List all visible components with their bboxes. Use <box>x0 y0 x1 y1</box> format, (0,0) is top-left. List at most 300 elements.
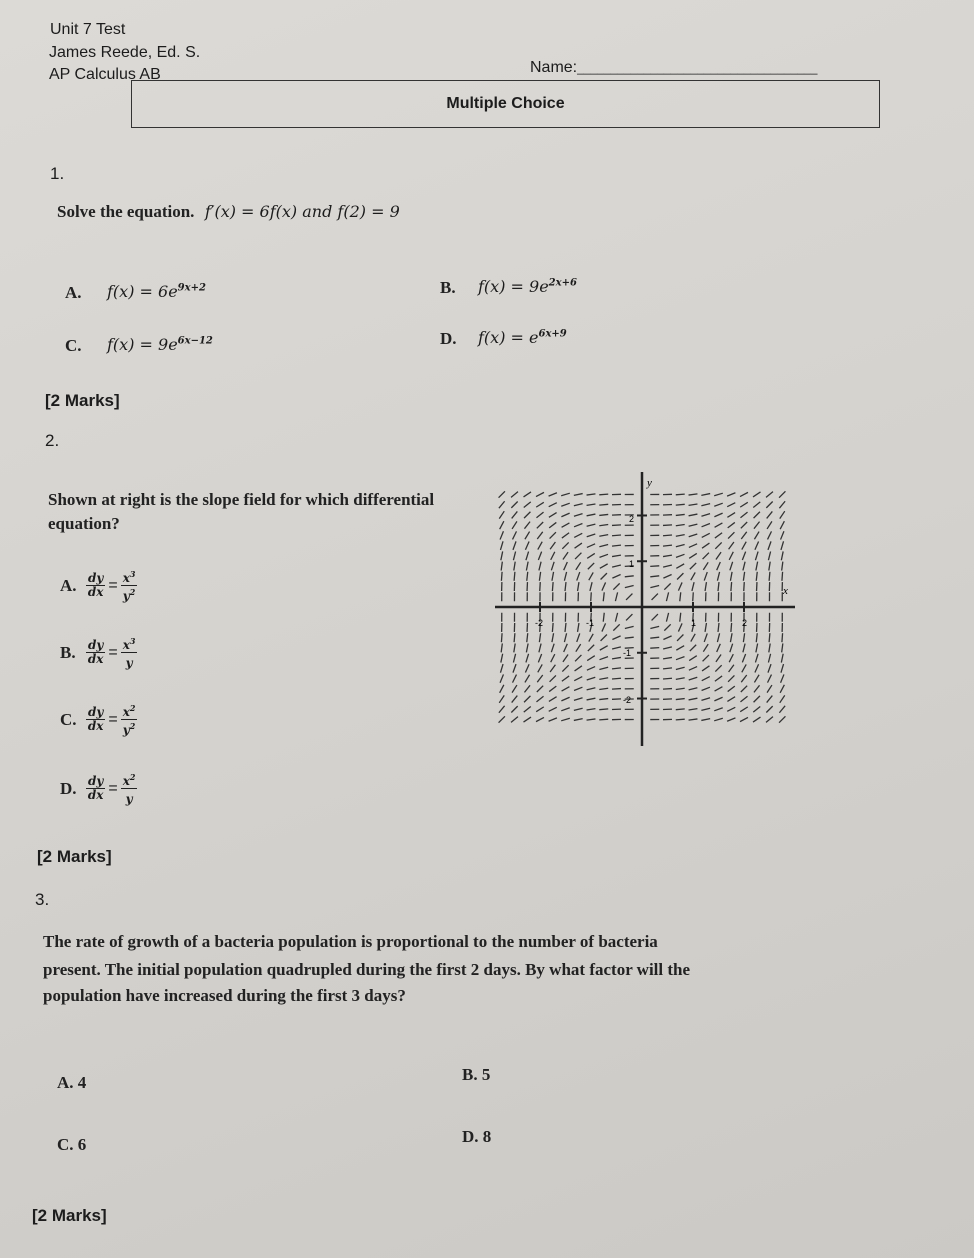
slope-segment <box>578 623 579 632</box>
slope-segment <box>727 707 735 711</box>
slope-segment <box>552 572 554 581</box>
slope-segment <box>676 709 685 710</box>
slope-segment <box>676 525 685 526</box>
slope-segment <box>728 522 735 527</box>
slope-segment <box>701 698 710 701</box>
slope-segment <box>779 491 785 497</box>
slope-segment <box>755 552 758 561</box>
rhs-fraction: $\frac{x^3}{y}$ <box>122 636 136 670</box>
option-value: 4 <box>77 1073 87 1092</box>
slope-segment <box>564 572 566 581</box>
slope-segment <box>693 592 694 601</box>
q3-option-d[interactable] <box>462 1127 491 1147</box>
option-formula: $f(x) = 9e^{6x-12}$ <box>107 335 213 354</box>
slope-segment <box>676 514 685 515</box>
slope-segment <box>540 582 541 591</box>
test-title: Unit 7 Test <box>50 21 126 38</box>
slope-segment <box>663 555 672 556</box>
slope-segment <box>676 554 684 557</box>
slope-segment <box>754 675 759 683</box>
slope-segment <box>499 491 505 497</box>
slope-segment <box>587 677 596 680</box>
slope-segment <box>677 573 683 579</box>
slope-field-graph <box>495 470 805 750</box>
dy-dx-fraction: $\frac{dy}{dx}$ <box>87 705 104 733</box>
slope-segment <box>511 502 517 508</box>
question-3-marks: [2 Marks] <box>32 1206 107 1225</box>
slope-segment <box>768 551 770 560</box>
slope-segment <box>613 624 619 630</box>
slope-segment <box>537 522 543 528</box>
name-label: Name: <box>530 59 578 76</box>
slope-segment <box>524 512 530 518</box>
question-1-marks: [2 Marks] <box>45 391 120 410</box>
slope-segment <box>587 709 596 710</box>
slope-segment <box>574 698 583 701</box>
x-tick-label: -2 <box>535 618 544 628</box>
slope-segment <box>731 582 732 591</box>
slope-segment <box>663 647 672 649</box>
teacher-name: James Reede, Ed. S. <box>49 44 201 61</box>
name-field[interactable] <box>530 59 817 77</box>
slope-segment <box>663 689 672 690</box>
slope-segment <box>612 535 621 536</box>
slope-segment <box>689 534 698 537</box>
slope-segment <box>715 676 722 681</box>
slope-segment <box>601 573 607 579</box>
slope-segment <box>689 709 698 710</box>
slope-segment <box>512 685 517 693</box>
slope-segment <box>599 688 608 689</box>
slope-segment <box>689 524 698 526</box>
option-letter: D. <box>440 328 457 348</box>
slope-segment <box>701 708 710 710</box>
slope-segment <box>539 562 541 571</box>
option-letter: B. <box>60 642 76 662</box>
slope-segment <box>663 545 672 546</box>
q2-option-d[interactable]: D. $\frac{dy}{dx}$ = $\frac{x^2}{y}$ <box>60 772 136 806</box>
slope-segment <box>524 492 531 497</box>
q3-option-b[interactable] <box>462 1065 490 1085</box>
slope-segment <box>587 534 596 537</box>
slope-segment <box>689 553 697 558</box>
slope-segment <box>742 654 745 662</box>
slope-segment <box>587 698 596 700</box>
slope-segment <box>536 696 543 702</box>
slope-segment <box>781 664 784 673</box>
option-letter: A. <box>65 282 82 302</box>
slope-segment <box>552 633 554 642</box>
question-2-marks: [2 Marks] <box>37 847 112 866</box>
slope-segment <box>552 623 553 632</box>
slope-segment <box>589 634 593 642</box>
option-letter: D. <box>462 1127 479 1146</box>
slope-segment <box>562 542 568 548</box>
slope-segment <box>755 654 758 663</box>
slope-segment <box>676 688 685 689</box>
x-axis-label: x <box>783 585 788 597</box>
question-2-number: 2. <box>45 431 60 450</box>
slope-segment <box>741 532 746 539</box>
slope-segment <box>663 535 672 536</box>
slope-segment <box>766 717 773 723</box>
slope-segment <box>565 582 566 591</box>
name-blank[interactable]: ____________________________________ <box>577 61 818 75</box>
q1-option-c[interactable] <box>65 335 213 356</box>
slope-segment <box>500 541 503 550</box>
slope-segment <box>703 553 709 559</box>
slope-segment <box>513 654 515 663</box>
option-letter: A. <box>57 1073 74 1092</box>
slope-segment <box>512 696 518 703</box>
slope-segment <box>692 582 694 591</box>
slope-segment <box>766 492 773 498</box>
slope-segment <box>768 531 772 539</box>
q1-option-b[interactable] <box>440 277 577 298</box>
slope-segment <box>501 654 503 663</box>
slope-segment <box>716 654 721 661</box>
slope-segment <box>676 545 685 547</box>
slope-segment <box>564 562 568 570</box>
slope-segment <box>501 562 502 571</box>
prompt-equation: f′(x) = 6f(x) and f(2) = 9 <box>204 202 400 221</box>
slope-segment <box>780 511 785 518</box>
slope-segment <box>552 582 553 591</box>
question-1-prompt <box>57 202 400 222</box>
slope-segment <box>689 504 698 505</box>
slope-segment <box>562 523 570 527</box>
slope-segment <box>729 542 734 549</box>
slope-segment <box>500 674 503 682</box>
slope-segment <box>513 541 516 549</box>
slope-segment <box>549 718 557 721</box>
slope-segment <box>499 501 505 508</box>
q3-option-c[interactable] <box>57 1135 86 1155</box>
option-value: 8 <box>482 1127 492 1146</box>
slope-segment <box>754 685 760 692</box>
slope-segment <box>563 552 568 559</box>
slope-segment <box>717 562 721 570</box>
slope-segment <box>612 525 621 526</box>
slope-segment <box>740 492 748 496</box>
slope-segment <box>612 545 621 546</box>
slope-segment <box>678 623 682 631</box>
slope-segment <box>574 494 583 496</box>
slope-segment <box>753 706 760 712</box>
slope-segment <box>575 543 582 548</box>
slope-segment <box>782 643 783 652</box>
slope-segment <box>574 687 582 690</box>
slope-segment <box>663 636 671 640</box>
slope-segment <box>689 656 697 661</box>
slope-segment <box>728 675 734 681</box>
slope-segment <box>577 633 580 641</box>
slope-segment <box>652 594 658 600</box>
slope-segment <box>500 531 503 539</box>
slope-segment <box>781 531 784 539</box>
slope-segment <box>613 583 619 589</box>
slope-segment <box>676 657 684 660</box>
slope-segment <box>536 717 544 721</box>
slope-segment <box>740 502 748 507</box>
slope-segment <box>727 718 735 721</box>
slope-segment <box>691 634 695 642</box>
slope-segment <box>549 513 557 518</box>
slope-segment <box>499 716 505 722</box>
option-letter: C. <box>65 335 82 355</box>
slope-segment <box>524 522 530 529</box>
slope-segment <box>587 688 596 690</box>
slope-segment <box>587 514 596 516</box>
slope-segment <box>714 718 723 721</box>
slope-segment <box>587 553 595 558</box>
slope-segment <box>549 707 557 711</box>
slope-segment <box>780 685 784 693</box>
slope-segment <box>612 668 621 669</box>
slope-segment <box>578 582 579 591</box>
slope-segment <box>740 512 747 518</box>
slope-segment <box>678 582 682 590</box>
slope-segment <box>701 719 710 721</box>
slope-segment <box>524 706 531 712</box>
q2-option-b[interactable]: B. $\frac{dy}{dx}$ = $\frac{x^3}{y}$ <box>60 636 136 670</box>
rhs-fraction: $\frac{x^3}{y^2}$ <box>122 569 136 603</box>
slope-segment <box>689 677 698 680</box>
slope-segment <box>501 551 503 560</box>
slope-segment <box>539 633 540 642</box>
slope-segment <box>626 594 632 600</box>
question-3-line1: The rate of growth of a bacteria population is proportional to the number of bacteria <box>43 932 658 951</box>
slope-segment <box>575 553 581 559</box>
slope-segment <box>500 685 504 693</box>
slope-segment <box>743 644 745 653</box>
slope-segment <box>539 644 541 653</box>
slope-segment <box>562 676 569 681</box>
slope-segment <box>664 583 670 589</box>
slope-segment <box>525 664 529 672</box>
slope-segment <box>691 572 695 580</box>
slope-segment <box>561 697 569 701</box>
slope-segment <box>599 494 608 495</box>
slope-segment <box>689 719 698 720</box>
slope-segment <box>524 502 531 508</box>
slope-segment <box>524 717 531 722</box>
slope-segment <box>702 687 710 690</box>
slope-segment <box>742 552 745 560</box>
slope-segment <box>727 493 735 496</box>
slope-segment <box>676 564 684 568</box>
slope-segment <box>702 524 710 527</box>
slope-segment <box>781 551 783 560</box>
slope-segment <box>549 503 557 507</box>
slope-segment <box>701 504 710 506</box>
q2-option-c[interactable]: C. $\frac{dy}{dx}$ = $\frac{x^2}{y^2}$ <box>60 703 136 737</box>
slope-segment <box>590 582 592 591</box>
slope-segment <box>599 535 608 537</box>
slope-segment <box>714 697 722 701</box>
slope-segment <box>702 677 710 681</box>
slope-segment <box>602 582 606 590</box>
slope-segment <box>768 654 770 663</box>
slope-segment <box>501 572 502 581</box>
slope-segment <box>514 633 515 642</box>
slope-segment <box>587 494 596 495</box>
slope-segment <box>588 563 594 569</box>
slope-segment <box>513 675 517 683</box>
slope-segment <box>717 572 719 581</box>
slope-segment <box>663 678 672 679</box>
option-value: 6 <box>77 1135 87 1154</box>
slope-segment <box>600 564 608 568</box>
slope-segment <box>536 502 544 507</box>
slope-segment <box>526 654 529 663</box>
slope-segment <box>740 696 747 702</box>
slope-segment <box>754 532 759 540</box>
slope-segment <box>715 533 722 538</box>
slope-segment <box>511 492 518 498</box>
slope-segment <box>756 633 757 642</box>
slope-segment <box>666 613 668 622</box>
q2-option-a[interactable]: A. $\frac{dy}{dx}$ = $\frac{x^3}{y^2}$ <box>60 569 136 603</box>
question-3-line2: present. The initial population quadrupled during the first 2 days. By what factor will the <box>43 960 691 979</box>
slope-segment <box>676 699 685 700</box>
slope-segment <box>716 552 721 559</box>
slope-segment <box>500 521 504 529</box>
slope-segment <box>689 514 698 516</box>
slope-segment <box>666 592 668 601</box>
slope-segment <box>587 719 596 720</box>
slope-segment <box>676 678 685 680</box>
slope-segment <box>561 503 569 506</box>
slope-segment <box>703 655 709 661</box>
slope-segment <box>537 532 542 539</box>
slope-segment <box>612 574 620 578</box>
slope-segment <box>612 678 621 679</box>
option-letter: C. <box>60 709 77 729</box>
slope-segment <box>714 513 722 517</box>
slope-segment <box>664 624 670 630</box>
slope-segment <box>755 664 759 672</box>
slope-segment <box>782 562 783 571</box>
slope-segment <box>728 686 735 691</box>
slope-segment <box>525 675 530 683</box>
slope-segment <box>717 633 719 642</box>
slope-segment <box>704 633 707 641</box>
slope-segment <box>524 696 530 702</box>
slope-segment <box>501 643 502 652</box>
q3-option-a[interactable] <box>57 1073 86 1093</box>
slope-segment <box>753 502 760 508</box>
slope-segment <box>550 532 556 538</box>
slope-segment <box>741 675 746 682</box>
slope-segment <box>718 623 719 632</box>
x-tick-label: 2 <box>742 618 748 628</box>
slope-segment <box>718 582 719 591</box>
slope-segment <box>574 524 582 527</box>
y-tick-label: -2 <box>623 695 632 705</box>
slope-segment <box>527 572 528 581</box>
slope-segment <box>615 592 617 601</box>
slope-segment <box>768 675 772 683</box>
slope-segment <box>767 685 772 693</box>
slope-segment <box>741 522 747 528</box>
slope-segment <box>704 572 707 580</box>
slope-segment <box>676 667 685 669</box>
slope-segment <box>690 645 696 651</box>
slope-segment <box>625 576 634 577</box>
slope-segment <box>550 675 556 681</box>
slope-segment <box>576 562 581 570</box>
slope-segment <box>574 677 582 681</box>
slope-segment <box>715 523 723 527</box>
slope-segment <box>526 562 528 571</box>
slope-segment <box>588 645 594 651</box>
slope-segment <box>500 664 503 673</box>
slope-segment <box>565 623 566 632</box>
slope-segment <box>574 708 583 710</box>
slope-segment <box>514 572 515 581</box>
slope-segment <box>499 695 504 702</box>
slope-segment <box>677 635 683 641</box>
slope-segment <box>782 633 783 642</box>
slope-segment <box>782 572 783 581</box>
slope-segment <box>603 592 604 601</box>
slope-segment <box>676 535 685 537</box>
slope-segment <box>680 613 681 622</box>
slope-segment <box>728 532 734 538</box>
slope-segment <box>499 511 504 518</box>
slope-segment <box>730 644 733 653</box>
slope-segment <box>538 552 541 560</box>
slope-segment <box>650 626 659 628</box>
slope-segment <box>754 512 760 518</box>
slope-segment <box>768 664 771 672</box>
question-1-number: 1. <box>50 164 65 183</box>
slope-segment <box>769 643 770 652</box>
slope-segment <box>549 522 556 527</box>
slope-segment <box>599 525 608 526</box>
slope-segment <box>625 626 634 628</box>
slope-segment <box>705 623 706 632</box>
slope-segment <box>563 654 568 661</box>
slope-segment <box>730 562 733 571</box>
slope-segment <box>612 657 621 658</box>
slope-segment <box>561 708 569 711</box>
slope-segment <box>564 644 568 652</box>
slope-segment <box>626 614 632 620</box>
slope-segment <box>754 522 760 529</box>
slope-segment <box>741 686 747 692</box>
slope-segment <box>781 541 784 550</box>
slope-segment <box>650 585 659 587</box>
option-letter: D. <box>60 778 77 798</box>
slope-segment <box>625 637 634 638</box>
option-letter: A. <box>60 575 77 595</box>
slope-segment <box>714 503 722 506</box>
q1-option-d[interactable] <box>440 328 567 349</box>
slope-segment <box>780 521 784 529</box>
slope-segment <box>715 687 723 691</box>
slope-segment <box>526 552 529 561</box>
slope-segment <box>740 707 748 712</box>
slope-segment <box>587 544 595 548</box>
slope-segment <box>564 633 566 642</box>
q1-option-a[interactable] <box>65 282 206 303</box>
slope-segment <box>561 493 570 496</box>
slope-segment <box>766 706 772 712</box>
slope-segment <box>551 654 555 662</box>
slope-segment <box>599 504 608 505</box>
